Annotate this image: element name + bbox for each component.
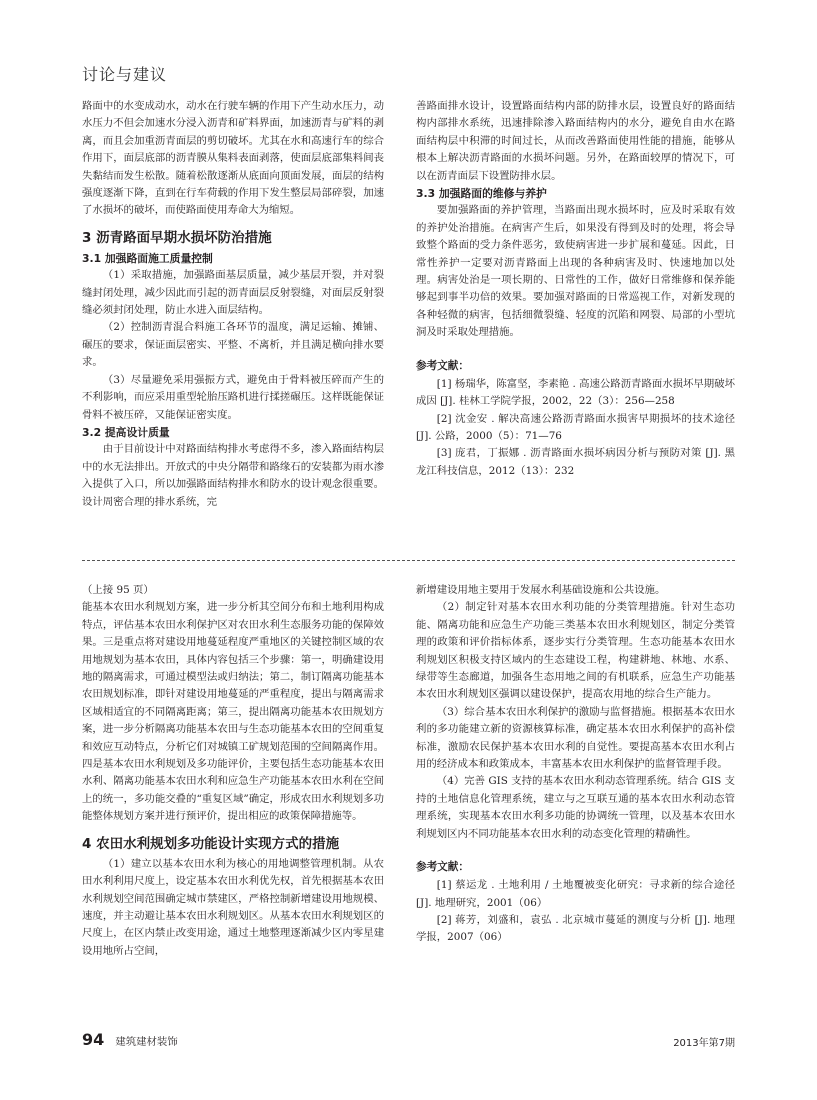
footer-left <box>82 1030 178 1049</box>
paragraph: 能基本农田水利规划方案，进一步分析其空间分布和土地利用构成特点，评估基本农田水利保护区对农田水利生态服务功能的保障效果。三是重点将对建设用地蔓延程度严重地区的关键控制区域的农用地规划为基本农田，具体内容包括三个步骤：第一，明确建设用地的隔离需求，可通过模型法或归纳法；第二，制订隔离功能基本农田规划标准，即针对建设用地蔓延的严重程度，提出与隔离需求区域相适宜的不同隔离距离；第三，提出隔离功能基本农田规划方案，进一步分析隔离功能基本农田与生态功能基本农田的空间重复和效应互动特点，分析它们对城镇工矿规划范围的空间隔离作用。四是基本农田水利规划及多功能评价，主要包括生态功能基本农田水利、隔离功能基本农田水利和应急生产功能基本农田水利在空间上的统一，多功能交叠的“重复区域”确定，形成农田水利规划多功能整体规划方案并进行预评价，提出相应的政策保障措施等。 <box>82 601 384 823</box>
section-heading-4: 4 农田水利规划多功能设计实现方式的措施 <box>82 835 340 852</box>
subheading-3-1: 3.1 加强路面施工质量控制 <box>82 251 213 265</box>
subheading-3-3: 3.3 加强路面的维修与养护 <box>416 187 547 201</box>
paragraph: （2）控制沥青混合料施工各环节的温度，满足运输、摊铺、碾压的要求，保证面层密实、平整、不离析，并且满足横向排水要求。 <box>82 321 384 369</box>
paragraph: （3）综合基本农田水利保护的激励与监督措施。根据基本农田水利的多功能建立新的资源核算标准，确定基本农田水利保护的高补偿标准，激励农民保护基本农田水利的自觉性。要提高基本农田水利占用的经济成本和政策成本，丰富基本农田水利保护的监督管理手段。 <box>416 705 735 771</box>
top-left-column <box>82 98 384 511</box>
paragraph: 新增建设用地主要用于发展水利基础设施和公共设施。 <box>416 584 666 596</box>
reference-item: [1] 蔡运龙 . 土地利用 / 土地覆被变化研究：寻求新的综合途径 [J]. 地理研究，2001（06） <box>416 879 735 909</box>
subheading-3-2: 3.2 提高设计质量 <box>82 425 170 439</box>
paragraph: 路面中的水变成动水，动水在行驶车辆的作用下产生动水压力，动水压力不但会加速水分浸入沥青和矿料界面，加速沥青与矿料的剥离，而且会加重沥青面层的剪切破坏。尤其在水和高速行车的综合作用下，面层底部的沥青膜从集料表面剥落，使面层底部集料间丧失黏结而发生松散。随着松散逐渐从底面向顶面发展，面层的结构强度逐渐下降，直到在行车荷载的作用下发生整层局部碎裂，加速了水损坏的破坏，而使路面使用寿命大为缩短。 <box>82 100 384 217</box>
journal-name: 建筑建材装饰 <box>115 1036 178 1048</box>
section-heading-3: 3 沥青路面早期水损坏防治措施 <box>82 229 272 246</box>
continued-note: （上接 95 页） <box>82 584 154 596</box>
issue-label: 2013年第7期 <box>673 1038 735 1049</box>
paragraph: （2）制定针对基本农田水利功能的分类管理措施。针对生态功能、隔离功能和应急生产功能三类基本农田水利规划区，制定分类管理的政策和评价指标体系，逐步实行分类管理。生态功能基本农田水利规划区积极支持区域内的生态建设工程，构建耕地、林地、水系、绿带等生态廊道，加强各生态用地之间的有机联系，应急生产功能基本农田水利规划区强调以建设保护，提高农用地的综合生产能力。 <box>416 601 735 701</box>
references-title: 参考文献： <box>416 359 469 372</box>
top-right-column <box>416 98 735 480</box>
reference-item: [3] 庞君，丁振娜 . 沥青路面水损坏病因分析与预防对策 [J]. 黑龙江科技信息，2012（13）：232 <box>416 447 735 477</box>
reference-item: [2] 蒋芳，刘盛和，袁弘 . 北京城市蔓延的测度与分析 [J]. 地理学报，2007（06） <box>416 913 735 944</box>
paragraph: （4）完善 GIS 支持的基本农田水利动态管理系统。结合 GIS 支持的土地信息化管理系统，建立与之互联互通的基本农田水利动态管理系统，实现基本农田水利多功能的协调统一管理，以及基本农田水利规划区内不同功能基本农田水利的动态变化管理的精确性。 <box>416 775 735 840</box>
references-title: 参考文献： <box>416 861 469 874</box>
paragraph: （3）尽量避免采用强振方式，避免由于骨料被压碎而产生的不利影响，而应采用重型轮胎压路机进行揉搓碾压。这样既能保证骨料不被压碎，又能保证密实度。 <box>82 373 384 421</box>
page-number: 94 <box>82 1030 105 1049</box>
section-divider <box>82 560 735 561</box>
section-header: 讨论与建议 <box>82 65 168 84</box>
paragraph: （1）建立以基本农田水利为核心的用地调整管理机制。从农田水利利用尺度上，设定基本农田水利优先权，首先根据基本农田水利规划空间范围确定城市禁建区，严格控制新增建设用地规模、速度，并主动避让基本农田水利规划区。从基本农田水利规划区的尺度上，在区内禁止改变用途，通过土地整理逐渐减少区内零星建设用地所占空间， <box>82 857 384 957</box>
paragraph: 由于目前设计中对路面结构排水考虑得不多，渗入路面结构层中的水无法排出。开放式的中央分隔带和路缘石的安装都为雨水渗入提供了入口，所以加强路面结构排水和防水的设计观念很重要。设计周密合理的排水系统，完 <box>82 443 384 508</box>
paragraph: 善路面排水设计，设置路面结构内部的防排水层，设置良好的路面结构内部排水系统，迅速排除渗入路面结构内的水分，避免自由水在路面结构层中积滞的时间过长，从而改善路面使用性能的措施，能够从根本上解决沥青路面的水损坏问题。另外，在路面较厚的情况下，可以在沥青面层下设置防排水层。 <box>416 100 735 182</box>
reference-item: [1] 杨瑞华，陈富坚，李素艳 . 高速公路沥青路面水损坏早期破坏成因 [J]. 桂林工学院学报，2002，22（3）：256—258 <box>416 377 735 408</box>
reference-item: [2] 沈金安 . 解决高速公路沥青路面水损害早期损坏的技术途径 [J]. 公路，2000（5）：71—76 <box>416 412 735 442</box>
bottom-right-column <box>416 582 735 947</box>
bottom-left-column <box>82 582 384 960</box>
paragraph: （1）采取措施，加强路面基层质量，减少基层开裂，并对裂缝封闭处理，减少因此而引起的沥青面层反射裂缝，对面层反射裂缝必须封闭处理，防止水进入面层结构。 <box>82 269 384 317</box>
paragraph: 要加强路面的养护管理，当路面出现水损坏时，应及时采取有效的养护处治措施。在病害产生后，如果没有得到及时的处理，将会导致整个路面的受力条件恶劣，致使病害进一步扩展和蔓延。因此，日常性养护一定要对沥青路面上出现的各种病害及时、快速地加以处理。病害处治是一项长期的、日常性的工作，做好日常维修和保养能够起到事半功倍的效果。要加强对路面的日常巡视工作，对新发现的各种轻微的病害，包括细微裂缝、轻度的沉陷和网裂、局部的小型坑洞及时采取处理措施。 <box>416 204 735 339</box>
